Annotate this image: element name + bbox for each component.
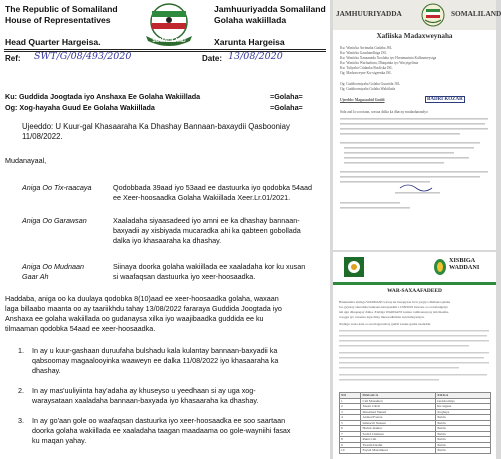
ref-label: Ref: (5, 54, 21, 63)
table-header-cell: NO (340, 393, 361, 399)
list-line: In ay mas'uuliyiinta hay'adaha ay khuseyso u yeedhaan si ay uga xog- (32, 386, 256, 395)
table-cell: Xubin (436, 420, 491, 426)
recipient-line: Ku: Wasiirka Arrimaha Gudaha JSL (340, 46, 392, 50)
party-name (449, 257, 479, 271)
table-cell: Xubin (436, 415, 491, 421)
list-line: qabsoomay magaalooyinka waaweyn ee dalka 11/08/2022 iyo khasaaraha ka (32, 356, 279, 365)
recipient-line: Og: Madaxweyne Ku-xigeenka JSL (340, 71, 392, 75)
og-line: Og: Xog-hayaha Guud Ee Golaha Wakiillada (5, 103, 155, 112)
table-cell: Axmed Faarax (361, 415, 436, 421)
letterhead-left-line2: House of Representatives (5, 15, 111, 25)
recipient-line: Ku: Wasiirka Gaashandhiga JSL (340, 51, 387, 55)
body-line: Xisbigu waxa kale oo uu magacaabay guddi u kuur-gasha xaaladda. (339, 322, 432, 326)
somaliland-emblem (140, 2, 198, 46)
letterhead-right: SOMALILAND (451, 9, 501, 18)
recipient-line: Og: Guddoomiyaha Golaha Guurtida JSL (340, 82, 400, 86)
para-line: Haddaba, aniga oo ka duulaya qodobka 8(10)aad ee xeer-hoosaadka golaha, waxaan (5, 294, 279, 303)
subject-line: Ujeeddo: Magacaabid Guddi (340, 98, 385, 102)
letterhead-left: JAMHUURIYADDA (336, 9, 402, 18)
table-cell: Ku-xigeen (436, 404, 491, 410)
table-cell: Maxamed Yuusuf (361, 409, 436, 415)
row-text: si waafaqsan dastuurka iyo xeer-hoosaadka. (113, 272, 256, 281)
og-suffix: =Golaha= (270, 103, 303, 112)
table-cell: 7 (340, 431, 361, 437)
letterhead-right-line2: Golaha wakiillada (214, 15, 287, 25)
row-text: ee Xeer-hoosaadka Golaha Wakiillada Xeer.Lr.01/2021. (113, 193, 291, 202)
subject-line-2: 11/08/2022. (22, 132, 63, 141)
presidency-letter (333, 0, 501, 250)
table-cell: 2 (340, 404, 361, 410)
office-title: Xafiiska Madaxweynaha (376, 32, 453, 40)
table-cell: Yaasiin Daahir (361, 442, 436, 448)
table-cell: 1 (340, 398, 361, 404)
recipient-line: Ku: Taliyaha Ciidanka Booliska JSL (340, 66, 393, 70)
table-cell: Xubin (436, 448, 491, 454)
body-text-placeholder (340, 118, 490, 213)
table-cell: 8 (340, 437, 361, 443)
body-text-placeholder (339, 330, 491, 388)
row-text: baxyadii ay xisbiyada mucaradka ahi ka qabteen gobollada (113, 226, 301, 235)
hq-left: Head Quarter Hargeisa. (5, 37, 101, 47)
body-line: Sida aad la socotaan, waxaa dalka ka dhacay mudaaharaadyo (340, 110, 428, 114)
row-text: Siinaya doorka golaha wakiillada ee xaaladaha kor ku xusan (113, 262, 306, 271)
list-number: 3. (18, 416, 24, 425)
party-emblem (343, 256, 365, 278)
party-name-line2: WADDANI (449, 264, 480, 271)
table-cell: 10 (340, 448, 361, 454)
list-line: ku maqan yahay. (32, 436, 87, 445)
recipient-line: Ku: Wasiirka Xanaanada Xoolaha iyo Horumarinta Kalluumeysiga (340, 56, 437, 60)
list-number: 2. (18, 386, 24, 395)
table-cell: Xubin (436, 442, 491, 448)
list-line: doorka golaha wakiillada ee xaaladaha taagan maadaama oo gole-wayniihi fasax (32, 426, 291, 435)
row-label: Gaar Ah (22, 272, 49, 281)
row-label: Aniga Oo Tix-raacaya (22, 183, 92, 192)
body-line: Hanuuninta xisbiga WADDANI waxay ku baaqaysaa in la joojiyo dhibaatooyinka (339, 300, 451, 304)
recipient-line: Og: Guddoomiyaha Golaha Wakiilada (340, 87, 396, 91)
emblem-text: SOMALILAND (152, 38, 186, 44)
table-cell: 6 (340, 426, 361, 432)
table-cell: Faysal Maxamuud (361, 448, 436, 454)
row-text: Qodobbada 39aad iyo 53aad ee dastuurka iyo qodobka 54aad (113, 183, 313, 192)
table-cell: 9 (340, 442, 361, 448)
ku-line: Ku: Guddida Joogtada iyo Anshaxa Ee Golaha Wakiillada (5, 92, 201, 101)
letterhead-right-line1: Jamhuuriyadda Somaliland (214, 4, 326, 14)
table-cell: Cali Maxamed (361, 398, 436, 404)
recipient-line: Ku: Wasiirka Warfaafinta, Dhaqanka iyo Wacyigelinta (340, 61, 419, 65)
list-line: waraysataan xaaladaha bannaan-baxyada iyo khasaaraha ka dhashay. (32, 396, 259, 405)
letterhead-left-line1: The Republic of Somaliland (5, 4, 118, 14)
stamp: BADRI KOZAR (427, 97, 463, 102)
row-label: Aniga Oo Mudnaan (22, 262, 84, 271)
para-line: laga billaabo maanta oo ay taariikhdu tahay 13/08/2022 fararaya Guddida Joogtada iyo (5, 304, 282, 313)
body-line: xoogga iyo rasaasta lagu dilay muwaadiniinta aan hubeysnayn. (339, 315, 425, 319)
table-cell: 4 (340, 415, 361, 421)
press-release (333, 252, 496, 459)
list-number: 1. (18, 346, 24, 355)
para-line: Anshaxa ee golaha wakiillada oo gudanaysa xilka iyo waajibaadka guddida ee ku (5, 314, 264, 323)
greeting: Mudanayaal, (5, 156, 47, 165)
table-cell: Guddoomiye (436, 398, 491, 404)
row-text: dalka iyo khasaaraha ka dhashay. (113, 236, 222, 245)
table-cell: Saciid Cismaan (361, 431, 436, 437)
list-line: In ay u kuur-gashaan duruufaha bulshadu kala kulantay bannaan-baxyadii ka (32, 346, 278, 355)
table-cell: Xubin (436, 431, 491, 437)
somaliland-emblem (421, 3, 445, 27)
table-cell: Hodan Jaamac (361, 426, 436, 432)
table-cell: 5 (340, 420, 361, 426)
date-label: Date: (202, 54, 223, 63)
press-title: WAR-SAXAAFADEED (387, 288, 442, 294)
table-cell: 3 (340, 409, 361, 415)
table-header-cell: XILKA (436, 393, 491, 399)
header-bar (333, 282, 496, 285)
para-line: tilmaaman qodobka 54aad ee xeer-hoosaadka. (5, 324, 156, 333)
row-label: Aniga Oo Garawsan (22, 216, 87, 225)
date-value: 13/08/2020 (228, 51, 283, 62)
letterhead-left (5, 4, 118, 26)
list-line: In ay go'aan gole oo waafaqsan dastuurka iyo xeer-hoosaadka ee soo saartaan (32, 416, 286, 425)
body-line: leh ugu dhaqaaqay dalka. Xisbiga WADDANI wuxuu cambaareeyay isticmaalka (339, 310, 449, 314)
party-name-line1: XISBIGA (449, 257, 476, 264)
table-row (340, 448, 491, 454)
ref-value: SWT/G/08/493/2020 (34, 51, 132, 62)
row-text: Xaaladaha siyaasadeed iyo amni ee ka dhashay bannaan- (113, 216, 300, 225)
body-line: loo geystay shacabka bannaan-baxayaashii 11/08/2022 kuwaas oo si nabadgelyo (339, 305, 449, 309)
table-cell: Xubin (436, 437, 491, 443)
committee-table (339, 392, 491, 454)
table-cell: Xubin (436, 426, 491, 432)
table-cell: Xoghaye (436, 409, 491, 415)
table-cell: Xasan Cabdi (361, 404, 436, 410)
ku-suffix: =Golaha= (270, 92, 303, 101)
subject-line-1: Ujeeddo: U Kuur-gal Khasaaraha Ka Dhashay Bannaan-baxaydii Qasbooniay (22, 122, 290, 131)
table-header-cell: MAGACA (361, 393, 436, 399)
list-line: dhashay. (32, 366, 61, 375)
letterhead-right (214, 4, 326, 26)
divider (4, 49, 326, 50)
table-cell: Ruun Cali (361, 437, 436, 443)
table-cell: Ismaaciil Xuseen (361, 420, 436, 426)
hq-right: Xarunta Hargeisa (214, 37, 285, 47)
party-logo (433, 258, 447, 276)
